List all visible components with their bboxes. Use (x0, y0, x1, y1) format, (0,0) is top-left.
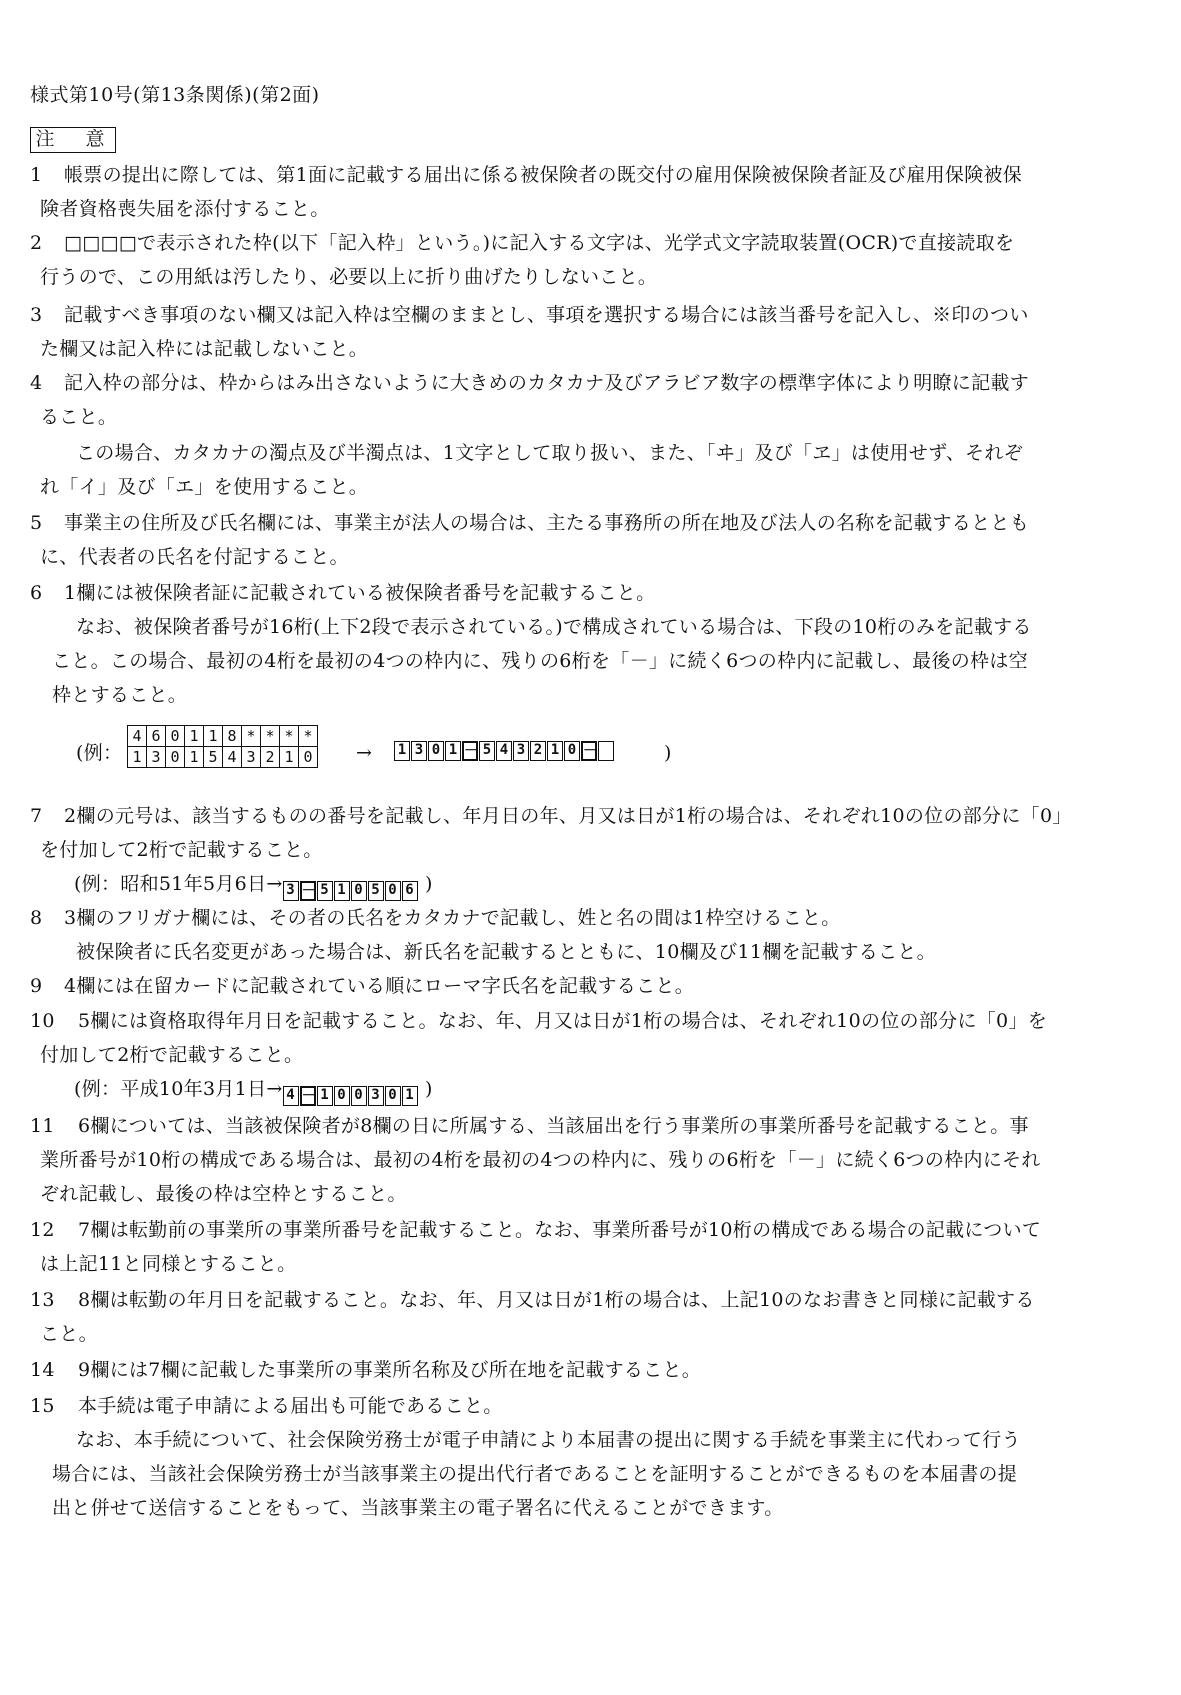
grid-cell: 1 (128, 747, 147, 768)
item-15-line-1: 15 本手続は電子申請による届出も可能であること。 (30, 1395, 503, 1417)
example-6-arrow: → (356, 742, 373, 764)
digit-box: 4 (496, 741, 512, 761)
item-11-line-1: 11 6欄については、当該被保険者が8欄の日に所属する、当該届出を行う事業所の事業所番号を記載すること。事 (30, 1115, 1029, 1137)
example-10-boxes (283, 1086, 419, 1106)
item-8-line-2: 被保険者に氏名変更があった場合は、新氏名を記載するとともに、10欄及び11欄を記載すること。 (76, 941, 936, 963)
digit-box: － (301, 883, 316, 899)
item-1-line-1: 1 帳票の提出に際しては、第1面に記載する届出に係る被保険者の既交付の雇用保険被保険者証及び雇用保険被保 (30, 164, 1023, 186)
item-5-line-1: 5 事業主の住所及び氏名欄には、事業主が法人の場合は、主たる事務所の所在地及び法人の名称を記載するととも (30, 512, 1030, 534)
digit-box: 0 (351, 881, 367, 901)
grid-cell: * (280, 726, 299, 747)
grid-cell: 3 (147, 747, 166, 768)
grid-cell: * (299, 726, 318, 747)
digit-box: 1 (317, 1086, 333, 1106)
digit-box: 3 (411, 741, 427, 761)
digit-box: 1 (334, 881, 350, 901)
example-6-close: ) (664, 742, 672, 764)
digit-box: － (464, 743, 478, 759)
grid-cell: * (242, 726, 261, 747)
grid-cell: 0 (299, 747, 318, 768)
grid-cell: 2 (261, 747, 280, 768)
grid-cell: 1 (280, 747, 299, 768)
item-7-line-1: 7 2欄の元号は、該当するものの番号を記載し、年月日の年、月又は日が1桁の場合は、それぞれ10の位の部分に「0」 (30, 805, 1072, 827)
item-12-line-1: 12 7欄は転勤前の事業所の事業所番号を記載すること。なお、事業所番号が10桁の構成である場合の記載について (30, 1219, 1042, 1241)
item-7-line-2: を付加して2桁で記載すること。 (40, 839, 323, 861)
item-6-line-3: こと。この場合、最初の4桁を最初の4つの枠内に、残りの6桁を「－」に続く6つの枠内に記載し、最後の枠は空 (52, 650, 1028, 672)
digit-box: 5 (479, 741, 495, 761)
grid-cell: 4 (223, 747, 242, 768)
form-title: 様式第10号(第13条関係)(第2面) (30, 84, 320, 106)
digit-box: 0 (385, 1086, 401, 1106)
grid-cell: 6 (147, 726, 166, 747)
grid-cell: 4 (128, 726, 147, 747)
item-4-line-2: ること。 (40, 406, 118, 428)
grid-cell: 3 (242, 747, 261, 768)
grid-cell: 1 (185, 726, 204, 747)
item-9-line-1: 9 4欄には在留カードに記載されている順にローマ字氏名を記載すること。 (30, 975, 694, 997)
item-13-line-2: こと。 (40, 1323, 98, 1345)
digit-box: 0 (428, 741, 444, 761)
digit-box: 3 (513, 741, 529, 761)
item-5-line-2: に、代表者の氏名を付記すること。 (40, 546, 349, 568)
example-7-boxes (283, 881, 419, 901)
grid-cell: 0 (166, 747, 185, 768)
digit-box: 0 (351, 1086, 367, 1106)
insured-number-grid (127, 725, 318, 768)
item-12-line-2: は上記11と同様とすること。 (40, 1253, 297, 1275)
item-3-line-1: 3 記載すべき事項のない欄又は記入枠は空欄のままとし、事項を選択する場合には該当番号を記入し、※印のつい (30, 304, 1029, 326)
item-1-line-2: 険者資格喪失届を添付すること。 (40, 198, 330, 220)
digit-box: － (583, 743, 597, 759)
grid-cell: * (261, 726, 280, 747)
grid-cell: 1 (204, 726, 223, 747)
item-13-line-1: 13 8欄は転勤の年月日を記載すること。なお、年、月又は日が1桁の場合は、上記10のなお書きと同様に記載する (30, 1289, 1035, 1311)
item-4-line-1: 4 記入枠の部分は、枠からはみ出さないように大きめのカタカナ及びアラビア数字の標準字体により明瞭に記載す (30, 372, 1030, 394)
item-11-line-3: ぞれ記載し、最後の枠は空枠とすること。 (40, 1183, 407, 1205)
item-2-line-2: 行うので、この用紙は汚したり、必要以上に折り曲げたりしないこと。 (40, 266, 658, 288)
example-6-boxes (394, 741, 615, 761)
grid-cell: 1 (185, 747, 204, 768)
item-14-line-1: 14 9欄には7欄に記載した事業所の事業所名称及び所在地を記載すること。 (30, 1359, 702, 1381)
digit-box: 1 (394, 741, 410, 761)
item-15-line-2: なお、本手続について、社会保険労務士が電子申請により本届書の提出に関する手続を事業主に代わって行う (76, 1429, 1021, 1451)
digit-box: － (301, 1088, 316, 1104)
item-15-line-4: 出と併せて送信することをもって、当該事業主の電子署名に代えることができます。 (52, 1497, 784, 1519)
grid-top-row (128, 726, 318, 747)
item-2-line-1: 2 □□□□で表示された枠(以下「記入枠」という。)に記入する文字は、光学式文字読取装置(OCR)で直接読取を (30, 232, 1015, 254)
digit-box: 0 (564, 741, 580, 761)
digit-box: 5 (368, 881, 384, 901)
item-6-line-1: 6 1欄には被保険者証に記載されている被保険者番号を記載すること。 (30, 582, 656, 604)
grid-cell: 8 (223, 726, 242, 747)
item-11-line-2: 業所番号が10桁の構成である場合は、最初の4桁を最初の4つの枠内に、残りの6桁を「－」に続く6つの枠内にそれ (40, 1149, 1041, 1171)
item-6-line-2: なお、被保険者番号が16桁(上下2段で表示されている。)で構成されている場合は、下段の10桁のみを記載する (76, 616, 1032, 638)
digit-box: 3 (368, 1086, 384, 1106)
item-6-line-4: 枠とすること。 (52, 684, 188, 706)
item-8-line-1: 8 3欄のフリガナ欄には、その者の氏名をカタカナで記載し、姓と名の間は1枠空けること。 (30, 907, 841, 929)
digit-box: 4 (283, 1086, 299, 1106)
notice-label: 注 意 (30, 127, 116, 153)
item-3-line-2: た欄又は記入枠には記載しないこと。 (40, 338, 369, 360)
digit-box: 1 (547, 741, 563, 761)
digit-box: 3 (283, 881, 299, 901)
item-15-line-3: 場合には、当該社会保険労務士が当該事業主の提出代行者であることを証明することができるものを本届書の提 (52, 1463, 1018, 1485)
digit-box: 6 (402, 881, 418, 901)
digit-box: 1 (402, 1086, 418, 1106)
digit-box: 0 (385, 881, 401, 901)
digit-box: 0 (334, 1086, 350, 1106)
item-7-example: (例：昭和51年5月6日→ 3 － 5 1 0 5 0 6 ) (74, 873, 433, 899)
grid-bottom-row (128, 747, 318, 768)
digit-box: 2 (530, 741, 546, 761)
digit-box: 5 (317, 881, 333, 901)
digit-box (598, 741, 614, 761)
item-10-example: (例：平成10年3月1日→ 4 － 1 0 0 3 0 1 ) (74, 1078, 433, 1104)
digit-box: 1 (445, 741, 461, 761)
item-10-line-1: 10 5欄には資格取得年月日を記載すること。なお、年、月又は日が1桁の場合は、それぞれ10の位の部分に「0」を (30, 1010, 1048, 1032)
item-4-line-3: この場合、カタカナの濁点及び半濁点は、1文字として取り扱い、また、「ヰ」及び「ヱ」は使用せず、それぞ (76, 442, 1024, 464)
grid-cell: 5 (204, 747, 223, 768)
example-6-open: (例： (76, 742, 123, 764)
item-10-line-2: 付加して2桁で記載すること。 (40, 1044, 304, 1066)
item-4-line-4: れ「イ」及び「エ」を使用すること。 (40, 476, 369, 498)
grid-cell: 0 (166, 726, 185, 747)
